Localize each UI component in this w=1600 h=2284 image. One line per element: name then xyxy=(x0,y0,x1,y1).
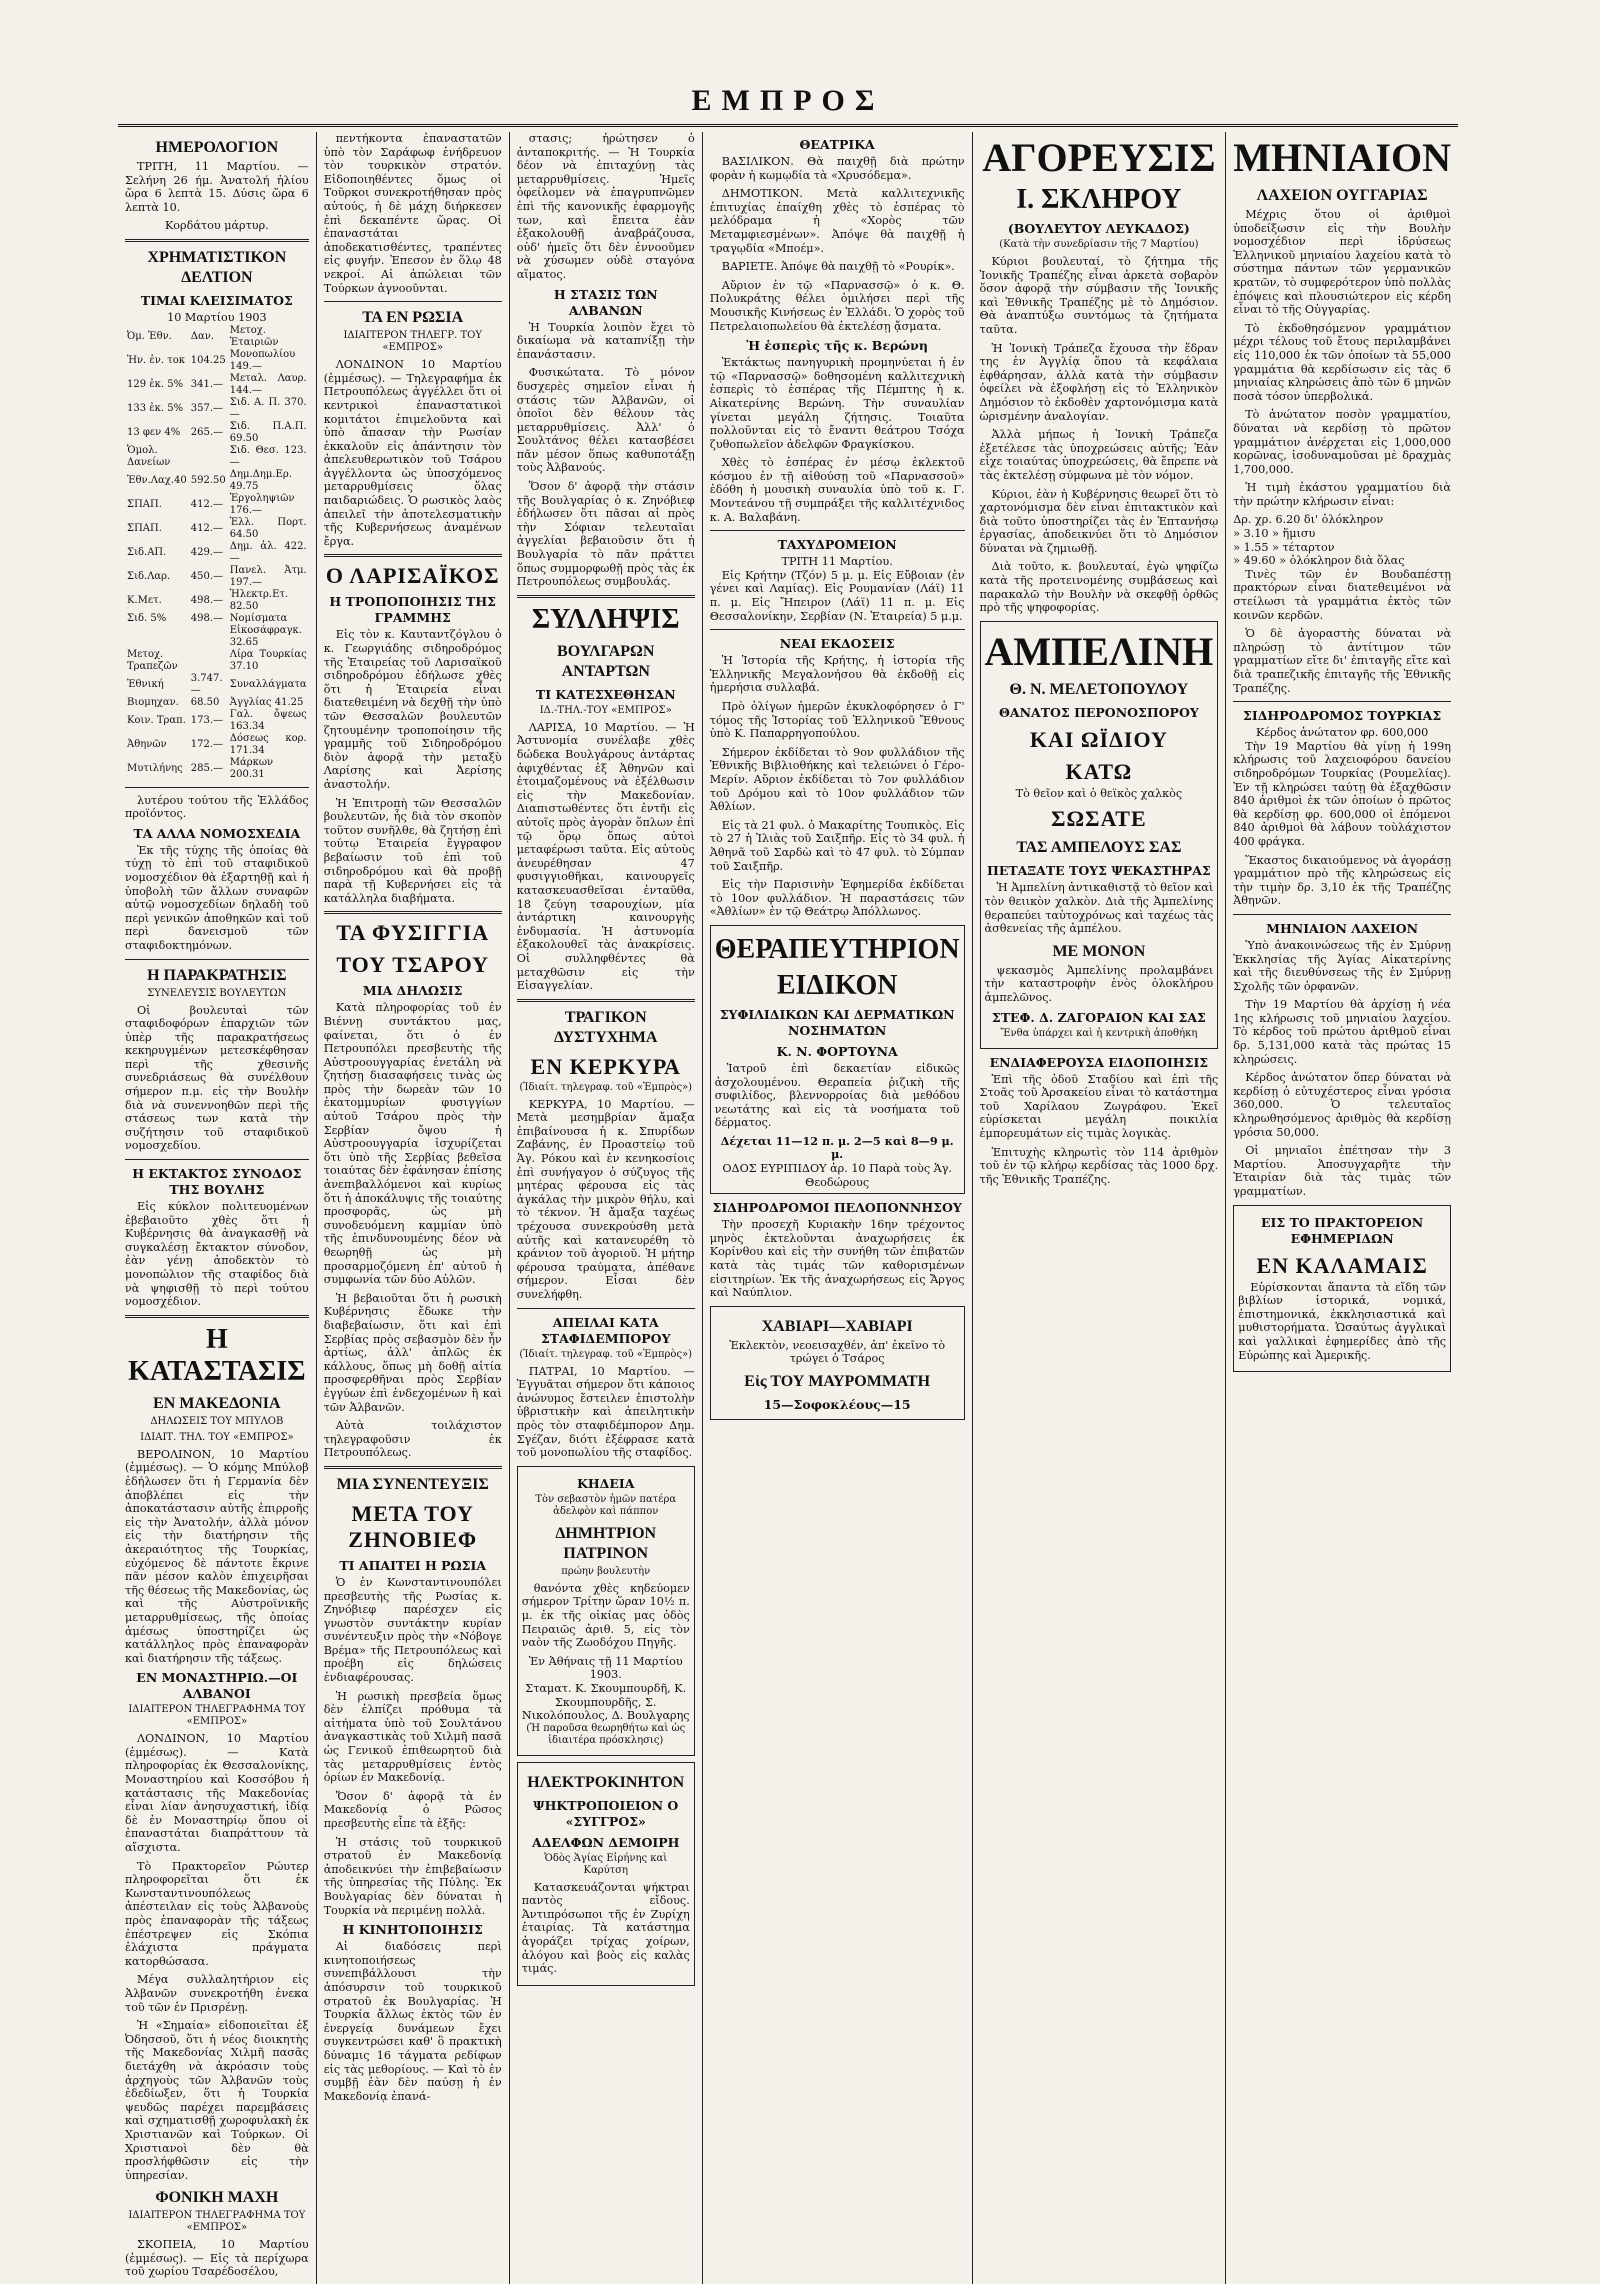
clinic-hours: Δέχεται 11—12 π. μ. 2—5 καὶ 8—9 μ. μ. xyxy=(720,1133,954,1162)
market-row xyxy=(125,649,309,673)
ampelini-agent-note: Ἔνθα ὑπάρχει καὶ ἡ κεντρικὴ ἀποθήκη xyxy=(1000,1027,1198,1039)
calendar-title: ΗΜΕΡΟΛΟΓΙΟΝ xyxy=(155,139,279,156)
ampelini-save-2: ΤΑΣ ΑΜΠΕΛΟΥΣ ΣΑΣ xyxy=(1016,839,1182,857)
divider xyxy=(125,959,309,960)
larisa-text-1: Εἰς τὸν κ. Καυταντζόγλου ὁ κ. Γεωργιάδης σιδηροδρόμος τῆς Ἑταιρείας τοῦ Λαρισαϊκοῦ σιδηροδρόμου ἐδήλωσε χθὲς ὅτι ἡ Ἑταιρεία εἶναι διατεθειμένη νὰ δεχθῇ τὴν ὑπὸ τῶν Θεσσαλῶν βουλευτῶν ζητουμένην τροποποίησιν τῆς γραμμῆς τοῦ Σιδηροδρόμου διὸν ἀφορᾷ τὴν μεταξὺ Λαρίσης καὶ Ἀερίσης ἀναστολήν. xyxy=(323,628,502,791)
speech-text-3: Ἀλλὰ μήπως ἡ Ἰονικὴ Τράπεζα ἐξετέλεσε τὰς ὑποχρεώσεις αὐτῆς; Ἐὰν εἶχε τοιαύτας ὑποχρεώσεις, θὰ ἔπρεπε νὰ τὰς ἐκτελέσῃ σύμφωνα μὲ τὸν νόμον. xyxy=(979,428,1219,482)
monastir-text-4: Ἡ «Σημαία» εἰδοποιεῖται ἐξ Ὀδησσοῦ, ὅτι ἡ νέος διοικητὴς τῆς Μακεδονίας Χιλμῆ πασᾶς διετάχθη νὰ ἀκρόασιν τοὺς ἀρχηγοὺς τῶν Ἀλβανῶν τοὺς ἐδεδίωξεν, ὅτι ἡ Τουρκία ψευδῶς παρέχει παρεμβάσεις καὶ σχηματισθῇ χωροφυλακὴ ἐκ Χριστιανῶν καὶ Τούρκων. Οἱ Χριστιανοὶ δὲν θὰ προσλήφθῶσιν εἰς τὴν ὑπηρεσίαν. xyxy=(125,2019,309,2182)
tsar-text-1: Κατὰ πληροφορίας τοῦ ἐν Βιέννῃ συντάκτου μας, φαίνεται, ὅτι ὁ ἐν Πετρουπόλει πρεσβευτὴς τῆς Αὐστροουγγαρίας ἐνετάλη νὰ ζητήσῃ διασαφήσεις τινὰς ὡς πρὸς τὴν δωρεὰν τῶν 10 ἑκατομμυρίων φυσιγγίων αὐτοῦ Τσάρου πρὸς τὴν Σερβίαν ὄψου ἡ Αὐστροουγγαρία ἰσχυρίζεται ὅτι ὑπὸ τῆς Σερβίας βεθεῖσα τοιαύτας δὲν ἐφάνησαν ἐπίσης ἀνεπιβαλλόμενοι καὶ κυρίως ὅτι ἡ ἀποκάλυψις τῆς τοιαύτης προσφορᾶς, ὡς μὴ συνοδευόμενη καμμίαν ὑπὸ τῆς ἐπινδυνουμένης δέον νὰ θεωρηθῇ ὡς μὴ προσαρμοζόμενη ἐπ' αὐτοῦ ἡ συμφωνία τῶν δύο Αὐλῶν. xyxy=(323,1001,502,1287)
caviar-shop: Εἰς ΤΟΥ ΜΑΥΡΟΜΜΑΤΗ xyxy=(744,1373,931,1390)
lottery2-text-4: Οἱ μηνιαῖοι ἐπέτησαν τὴν 3 Μαρτίου. Ἀποσυγχαρῆτε τὴν Ἑταιρίαν διὰ τὰς τιμὰς τῶν γραμματίων. xyxy=(1233,1144,1451,1198)
russia-text: ΛΟΝΔΙΝΟΝ 10 Μαρτίου (ἐμμέσως). — Τηλεγραφήμα ἐκ Πετρουπόλεως ἀγγέλλει ὅτι οἱ κεντρικοὶ ἐπαναστατικοὶ κομιτάτοι ἐπιμελοῦντα καὶ ὑπὸ ἄπασαν τὴν Ρωσίαν ἐκκαλοῦν εἰς ἀπάντησιν τὸν ἀπελευθερωτικὸν τοῦ Τσάρου ἀγγέλλοντα ὡς ὑποσχόμενος μεταρρυθμίσεις ὅλας παιδαριώδεις. Ὁ ρωσικὸς λαὸς ἀπειλεῖ τὴν ἀποτελεσματικὴν τῆς Κυβερνήσεως ἀναμένων ἔργα. xyxy=(323,358,502,548)
funeral-date: Ἐν Ἀθήναις τῇ 11 Μαρτίου 1903. xyxy=(528,1654,683,1682)
ampelini-ad xyxy=(980,621,1219,1049)
battle-text: ΣΚΟΠΕΙΑ, 10 Μαρτίου (ἐμμέσως). — Εἰς τὰ περίχωρα τοῦ χωρίου Τσαρέδοσέλου, xyxy=(125,2238,309,2279)
divider xyxy=(517,595,695,598)
clinic-title-2: ΕΙΔΙΚΟΝ xyxy=(776,969,898,1001)
column-6 xyxy=(1226,132,1458,2284)
corfu-title: ΤΡΑΓΙΚΟΝ ΔΥΣΤΥΧΗΜΑ xyxy=(554,1008,658,1046)
ampelini-down: ΚΑΤΩ xyxy=(1065,758,1133,784)
turkey-rail-prize: Κέρδος ἀνώτατον φρ. 600,000 xyxy=(1255,726,1429,740)
market-cell: 133 ἐκ. 5% xyxy=(127,402,184,414)
market-cell: Σιδ. 5% xyxy=(127,612,167,624)
ampelini-text-2: ψεκασμὸς Ἀμπελίνης προλαμβάνει τὴν καταστροφὴν ἐνὸς ὁλοκλήρου ἀμπελῶνος. xyxy=(984,963,1214,1004)
market-cell: Ἐργοληψιῶν 176.— xyxy=(229,492,295,516)
zinoviev-text-4: Ἡ στάσις τοῦ τουρκικοῦ στρατοῦ ἐν Μακεδονίᾳ ἀποδεικνύει τὴν ἐπιβεβαίωσιν τῆς ὑπηρεσίας τῆς Πύλης. Ἐκ Βουλγαρίας δὲν δύναται ἡ Τουρκία νὰ περιμένῃ πολλὰ. xyxy=(323,1835,502,1917)
market-row xyxy=(125,445,309,469)
railway-title: ΣΙΔΗΡΟΔΡΟΜΟΙ ΠΕΛΟΠΟΝΝΗΣΟΥ xyxy=(712,1200,962,1216)
notice-text: Ἐπιτυχὴς κληρωτὶς τὸν 114 ἀριθμὸν τοῦ ἐν τῷ κλήρῳ κερδίσας τὰς 1000 δρχ. τῆς Ἐθνικῆς Τραπέζης. xyxy=(979,1145,1219,1186)
market-row xyxy=(125,325,309,349)
kalamata-text: Εὑρίσκονται ἅπαντα τὰ εἴδη τῶν βιβλίων ἱστορικά, νομικά, ἐπιστημονικά, ἐκκλησιαστικά καὶ μυθιστορήματα. Ὡσαύτως ἀγγλικαὶ καὶ γαλλικαὶ ἐφημερίδες ἀπὸ τῆς Εὐρώπης καὶ Ἀμερικῆς. xyxy=(1238,1280,1446,1362)
albanians-text-3: Ὅσον δ' ἀφορᾷ τὴν στάσιν τῆς Βουλγαρίας ὁ κ. Ζηνόβιεφ ἐδήλωσεν ὅτι πᾶσαι αἱ πρὸς τὴν Σόφιαν τελευταῖαι ἀγγελίαι βεβαιοῦσιν ὅτι ἡ Βουλγαρία τὸ πᾶν πράττει ὅπως συμμορφωθῇ πρὸς τὰς ἐκ Πετρουπόλεως συμβουλάς. xyxy=(516,480,695,589)
divider xyxy=(324,301,502,302)
albanians-text-2: Φυσικώτατα. Τὸ μόνον δυσχερὲς σημεῖον εἶναι ἡ στάσις τῶν Ἀλβανῶν, οἱ ὁποῖοι δὲν θέλουν τὰς μεταρρυθμίσεις. Ἀλλ' ὁ Σουλτάνος θέλει κατασβέσει πᾶν μέσον ὅπως καθυποτάξῃ τοὺς Ἀλβανούς. xyxy=(516,366,695,475)
market-cell: ΣΠΑΠ. xyxy=(127,522,162,534)
patras-title: ΑΠΕΙΛΑΙ ΚΑΤΑ ΣΤΑΦΙΔΕΜΠΟΡΟΥ xyxy=(540,1314,671,1346)
larisa-subtitle: Η ΤΡΟΠΟΠΟΙΗΣΙΣ ΤΗΣ ΓΡΑΜΜΗΣ xyxy=(329,594,497,626)
speech-title: ΑΓΟΡΕΥΣΙΣ xyxy=(982,135,1216,180)
clinic-text: Ἰατροῦ ἐπὶ δεκαετίαν εἰδικῶς ἀσχολουμένου. Θεραπεία ῥιζικὴ τῆς συφιλίδος, βλεννορροίας διὰ μεθόδου νεωτάτης καὶ εἰς τὰ νοσήματα τοῦ δέρματος. xyxy=(714,1061,960,1130)
market-row xyxy=(125,673,309,697)
books-text-5: Εἰς τὴν Παρισινὴν Ἐφημερίδα ἐκδίδεται τὸ 10ον φυλλάδιον. Ἡ παραστάσεις τῶν «Ἀθλίων» ἐν τῷ Θεάτρῳ Ἀπόλλωνος. xyxy=(709,878,965,919)
market-cell: 357.— xyxy=(190,402,224,414)
battle-continued: πεντήκοντα ἐπαναστατῶν ὑπὸ τὸν Σαράφωφ ἐνήδρευον τὸν τουρκικὸν στρατόν. Εἰδοποιηθέντες ὅμως οἱ Τοῦρκοι συνεκροτήθησαν πρὸς αὐτούς, ἡ δὲ μάχη διήρκεσεν ἐπὶ δεκαπέντε ὥρας. Οἱ ἐπαναστάται ἀποδεκατισθέντες, τραπέντες εἰς φυγήν. Ἐπεσον ἐν ὅλῳ 48 νεκροί. Αἱ ἀπώλειαι τῶν Τούρκων ἀγνοοῦνται. xyxy=(323,132,502,295)
market-cell: Λίρα Τουρκίας 37.10 xyxy=(229,648,307,672)
lottery-text-1: Μέχρις ὅτου οἱ ἀριθμοὶ ὑποδείξωσιν εἰς τὴν Βουλὴν νομοσχέδιον περὶ ἱδρύσεως Ἑλληνικοῦ μηνιαίου λαχείου κατὰ τὸ σύστημα πάντων τῶν γερμανικῶν κρατῶν, τὸ συμφερότερον ὑπὸ πολλὰς ἐπόψεις καὶ πλουσιώτερον εἰς κέρδη εἶναι τὸ τῆς Οὐγγαρίας. xyxy=(1233,208,1451,317)
market-cell: 68.50 xyxy=(190,696,220,708)
retention-title: Η ΠΑΡΑΚΡΑΤΗΣΙΣ xyxy=(147,966,287,984)
market-row xyxy=(125,697,309,709)
market-cell: Δαν. xyxy=(190,330,214,342)
battle-wire: ΙΔΙΑΙΤΕΡΟΝ ΤΗΛΕΓΡΑΦΗΜΑ ΤΟΥ «ΕΜΠΡΟΣ» xyxy=(128,2210,306,2234)
clinic-ad xyxy=(710,925,965,1194)
market-cell: Κοιν. Τραπ. xyxy=(127,714,186,726)
lottery-prices xyxy=(1233,513,1451,567)
kalamata-title-2: ΕΝ ΚΑΛΑΜΑΙΣ xyxy=(1256,1252,1428,1278)
market-cell: Συναλλάγματα xyxy=(229,678,307,690)
market-row xyxy=(125,613,309,625)
post-text: Εἰς Κρήτην (Τζόν) 5 μ. μ. Εἰς Εὔβοιαν (ἐν γένει καὶ Λαμίας). Εἰς Ρουμανίαν (Λάϊ) 11 π. μ. Εἰς Ἤπειρον (Λάϊ) 11 π. μ. Εἰς Θεσσαλονίκην, Σερβίαν (Ν. Ἑταιρεία) 5 μ.μ. xyxy=(709,568,965,623)
interview-continued: στασις; ἠρώτησεν ὁ ἀνταποκριτής. — Ἡ Τουρκία δέον νὰ ἐπιταχύνῃ τὰς μεταρρυθμίσεις. Ἡμεῖς ὀφείλομεν νὰ ἐπαγρυπνῶμεν ἐπὶ τῆς κανονικῆς ἐφαρμογῆς των, καὶ ἔπειτα ἐὰν ἐξακολουθῇ ἀναβράζουσα, οὐδ' ἡμεῖς ὅτι δὲν ἐννοοῦμεν νὰ χύσωμεν οὐδὲ σταγόνα αἵματος. xyxy=(516,132,695,281)
market-cell: Σιδ. Π.Α.Π. 69.50 xyxy=(229,420,307,444)
monastir-wire: ΙΔΙΑΙΤΕΡΟΝ ΤΗΛΕΓΡΑΦΗΜΑ ΤΟΥ «ΕΜΠΡΟΣ» xyxy=(128,1704,306,1728)
arrest-wire: ΙΔ.-ΤΗΛ.-ΤΟΥ «ΕΜΠΡΟΣ» xyxy=(539,704,672,716)
market-cell: Σιδ. Α. Π. 370.— xyxy=(229,396,307,420)
lottery2-title: ΜΗΝΙΑΙΟΝ ΛΑΧΕΙΟΝ xyxy=(1266,920,1419,936)
macedonia-title-2: ΕΝ ΜΑΚΕΔΟΝΙΑ xyxy=(153,1394,281,1412)
corfu-wire: (Ἰδιαίτ. τηλεγραφ. τοῦ «Ἐμπρὸς») xyxy=(519,1081,693,1093)
brush-title: ΗΛΕΚΤΡΟΚΙΝΗΤΟΝ xyxy=(527,1773,685,1791)
post-date: ΤΡΙΤΗ 11 Μαρτίου. xyxy=(781,555,893,569)
ampelini-subtitle: ΘΑΝΑΤΟΣ ΠΕΡΟΝΟΣΠΟΡΟΥ xyxy=(998,704,1199,720)
market-row xyxy=(125,589,309,613)
zinoviev-text-2: Ἡ ρωσικὴ πρεσβεία ὅμως δὲν ἐλπίζει πρόθυμα τὰ αἰτήματα ὑπὸ τοῦ Σουλτάνου ἀναγκαστικὰς τοῦ Χιλμῆ πασᾶ ὡς Γενικοῦ ἐπιθεωρητοῦ διὰ τὰς μεταρρυθμίσεις ἐντὸς ὁρίων ἐν Μακεδονίᾳ. xyxy=(323,1689,502,1785)
divider xyxy=(710,530,965,531)
financial-note: λυτέρου τούτου τῆς Ἑλλάδος προϊόντος. xyxy=(125,793,309,821)
market-cell: Πανελ. Ἀτμ. 197.— xyxy=(229,564,307,588)
clinic-doctor: Κ. Ν. ΦΟΡΤΟΥΝΑ xyxy=(776,1043,898,1059)
theatre-text-4: Αὔριον ἐν τῷ «Παρνασσῷ» ὁ κ. Θ. Πολυκράτης θέλει ὁμιλήσει περὶ τῆς Μουσικῆς Κινήσεως ἐν Ἑλλάδι. Ὁ χορὸς τοῦ Πετρελαιοπωλείου θὰ ἐκτελέσῃ ᾄσματα. xyxy=(709,278,965,333)
market-cell: Μονοπωλίου 149.— xyxy=(229,348,296,372)
financial-date: 10 Μαρτίου 1903 xyxy=(167,310,267,324)
brush-text: Κατασκευάζονται ψήκτραι παντὸς εἴδους. Ἀντιπρόσωποι τῆς ἐν Ζυρίχη ἐταιρίας. Τὰ κατάστημα ἀγοράζει τρίχας χοίρων, ἀλόγου καὶ βοὸς εἰς καλὰς τιμάς. xyxy=(521,1880,690,1976)
divider xyxy=(1233,914,1451,915)
ampelini-down-text: Τὸ θεῖον καὶ ὁ θεϊκὸς χαλκὸς xyxy=(1015,786,1183,800)
arrest-title-2: ΒΟΥΛΓΑΡΩΝ ΑΝΤΑΡΤΩΝ xyxy=(557,642,655,680)
zinoviev-title-2: ΜΕΤΑ ΤΟΥ ΖΗΝΟΒΙΕΦ xyxy=(348,1500,478,1552)
clinic-address: ΟΔΟΣ ΕΥΡΙΠΙΔΟΥ ἀρ. 10 Παρὰ τοὺς Ἁγ. Θεοδώρους xyxy=(722,1162,952,1189)
market-cell: 592.50 xyxy=(190,474,226,486)
market-cell: Μάρκων 200.31 xyxy=(229,756,274,780)
funeral-name: ΔΗΜΗΤΡΙΟΝ ΠΑΤΡΙΝΟΝ xyxy=(555,1524,657,1562)
tsar-text-3: Αὐτὰ τοιλάχιστον τηλεγραφοῦσιν ἐκ Πετρουπόλεως. xyxy=(323,1419,502,1460)
ampelini-save: ΣΩΣΑΤΕ xyxy=(1051,806,1147,832)
market-row xyxy=(125,469,309,493)
kalamata-title: ΕΙΣ ΤΟ ΠΡΑΚΤΟΡΕΙΟΝ ΕΦΗΜΕΡΙΔΩΝ xyxy=(1261,1214,1424,1246)
speech-note: (Κατὰ τὴν συνεδρίασιν τῆς 7 Μαρτίου) xyxy=(999,239,1199,250)
funeral-intro: Τὸν σεβαστὸν ἡμῶν πατέρα ἀδελφὸν καὶ πάππον xyxy=(535,1493,677,1517)
speech-subtitle: (ΒΟΥΛΕΥΤΟΥ ΛΕΥΚΑΔΟΣ) xyxy=(1007,221,1190,236)
lottery-price: » 3.10 » ἥμισυ xyxy=(1233,527,1316,541)
speech-text-5: Διὰ τοῦτο, κ. βουλευταί, ἐγὼ ψηφίζω κατὰ τῆς προτεινομένης συμβάσεως καὶ παρακαλῶ τὴν Βουλὴν νὰ σκεφθῇ ὀρθῶς πρὸ τῆς ψηφοφορίας. xyxy=(979,560,1219,615)
market-cell: Ἐθνική xyxy=(127,678,164,690)
financial-subtitle: ΤΙΜΑΙ ΚΛΕΙΣΙΜΑΤΟΣ xyxy=(140,292,293,308)
market-cell xyxy=(189,649,228,673)
market-cell: Μετοχ. Τραπεζῶν xyxy=(127,648,178,672)
caviar-title: ΧΑΒΙΑΡΙ—ΧΑΒΙΑΡΙ xyxy=(761,1317,913,1335)
ampelini-only: ΜΕ ΜΟΝΟΝ xyxy=(1052,942,1146,960)
laws-title: ΤΑ ΑΛΛΑ ΝΟΜΟΣΧΕΔΙΑ xyxy=(133,825,301,841)
zinoviev-subtitle: ΤΙ ΑΠΑΙΤΕΙ Η ΡΩΣΙΑ xyxy=(339,1557,487,1573)
session-title: Η ΕΚΤΑΚΤΟΣ ΣΥΝΟΔΟΣ ΤΗΣ ΒΟΥΛΗΣ xyxy=(132,1166,302,1198)
columns xyxy=(118,132,1458,2279)
concert-text: Χθὲς τὸ ἑσπέρας ἐν μέσῳ ἐκλεκτοῦ κόσμου ἐν τῇ αἰθούσῃ τοῦ «Παρνασσοῦ» ἐδόθη ἡ μουσικὴ συναυλία ὑπὸ τοῦ κ. Γ. Μοντεάνου τῇ συμπράξει τῆς καλλιτέχνιδος κ. Α. Βαλαβάνη. xyxy=(709,456,965,524)
tsar-subtitle: ΜΙΑ ΔΗΛΩΣΙΣ xyxy=(362,983,463,999)
tsar-text-2: Ἡ βεβαιοῦται ὅτι ἡ ρωσικὴ Κυβέρνησις ἔδωκε τὴν διαβεβαίωσιν, ὅτι καὶ ἐπὶ Σερβίας πρὸς σεβασμὸν δὲν ἦν ἀρτίως, ἀλλ' ἀπλῶς ἐκ κάλλους, ὅπως μὴ δοθῇ αἰτία προσφερθῆναι πρὸς Σερβίαν ἐγγύων ἐπὶ ἐνδεχομένων ἢ καὶ τῶν Ἀλβανῶν. xyxy=(323,1291,502,1414)
theatre-text-1: ΒΑΣΙΛΙΚΟΝ. Θὰ παιχθῇ διὰ πρώτην φορὰν ἡ κωμῳδία τὰ «Χρυσόδεμα». xyxy=(709,155,965,182)
lottery-text-4: Ἡ τιμὴ ἑκάστου γραμματίου διὰ τὴν πρώτην κλήρωσιν εἶναι: xyxy=(1233,481,1451,508)
caviar-address: 15—Σοφοκλέους—15 xyxy=(763,1397,911,1412)
macedonia-subtitle: ΔΗΛΩΣΕΙΣ ΤΟΥ ΜΠΥΛΟΒ xyxy=(150,1415,284,1427)
patras-text: ΠΑΤΡΑΙ, 10 Μαρτίου. — Ἐγγυᾶται σήμερον ὅτι κάποιος ἀνώνυμος ἔστειλεν ἐπιστολὴν ὑβριστικὴν καὶ ἀπειλητικὴν πρὸς τὸν σταφιδέμπορον Δημ. Σγέζαν, διότι ἐξέφρασε κατὰ τοῦ μονοπωλίου τῆς σταφίδος. xyxy=(516,1364,695,1460)
turkey-rail-text: Τὴν 19 Μαρτίου θὰ γίνῃ ἡ 199η κλήρωσις τοῦ λαχειοφόρου δανείου σιδηροδρόμων Τουρκίας (Ρουμελίας). Ἐν τῇ κληρώσει ταύτῃ θὰ ἐξαχθῶσιν 840 ἀριθμοὶ ἐκ τῶν ὁποίων ὁ πρῶτος θὰ κερδίσῃ φρ. 600,000 οἱ ἐπόμενοι 840 ἀριθμοὶ θὰ λάβουν τοὺλάχιστον 400 φράγκα. xyxy=(1233,739,1451,848)
speech-title-2: Ι. ΣΚΛΗΡΟΥ xyxy=(1016,184,1182,215)
interest-text: Ἐπὶ τῆς ὁδοῦ Σταδίου καὶ ἐπὶ τῆς Στοᾶς τοῦ Ἀρσακείου εἶναι τὸ κατάστημα τοῦ Χαρίλαου Ζωγράφου. Ἐκεῖ εὑρίσκεται μεγάλη ποικιλία ἐμπορευμάτων εἰς τιμὰς λογικὰς. xyxy=(979,1072,1219,1140)
column-1 xyxy=(118,132,317,2284)
market-cell: Δημ. ἁλ. 422.— xyxy=(229,540,307,564)
divider xyxy=(125,1159,309,1160)
market-cell: Ὁμολ. Δανείων xyxy=(127,444,171,468)
funeral-notice xyxy=(517,1466,695,1756)
market-cell: 450.— xyxy=(190,570,224,582)
column-2 xyxy=(317,132,510,2284)
turkey-rail-text-2: Ἕκαστος δικαιούμενος νὰ ἀγοράσῃ γραμμάτιον πρὸ τῆς κληρώσεως εἰς τὴν τιμὴν δρ. 3,10 ἐκ τῆς Τραπέζης Ἀθηνῶν. xyxy=(1233,853,1451,908)
larisa-text-2: Ἡ Ἐπιτροπὴ τῶν Θεσσαλῶν βουλευτῶν, ἧς διὰ τὸν σκοπὸν τοῦτον συνῆλθε, θὰ ζητήσῃ ἐπὶ τούτῳ Ἑταιρεία ἔγγραφον βεβαίωσιν τοῦ ἐπὶ τοῦ σιδηροδρόμου καὶ θὰ προβῇ παρὰ τῇ Κυβερνήσει εἰς τὰ κατάλληλα διαβήματα. xyxy=(323,796,502,905)
ampelini-maker: Θ. Ν. ΜΕΛΕΤΟΠΟΥΛΟΥ xyxy=(1009,680,1189,698)
monastir-text-2: Τὸ Πρακτορεῖον Ρώυτερ πληροφορεῖται ὅτι ἐκ Κωνσταντινουπόλεως ἀπέστειλαν εἰς τοὺς Ἀλβανοὺς πρὸς ἐπαναφορὰν τῆς τάξεως ἐπέστρεψεν εἰς Σκόπια ἐλάχιστα πράγματα κατορθώσασα. xyxy=(125,1859,309,1968)
zinoviev-title: ΜΙΑ ΣΥΝΕΝΤΕΥΞΙΣ xyxy=(336,1475,489,1493)
brush-address: Ὁδὸς Ἁγίας Εἰρήνης καὶ Καρύτση xyxy=(544,1852,668,1876)
divider xyxy=(324,911,502,914)
larisa-title: Ο ΛΑΡΙΣΑΪΚΟΣ xyxy=(325,563,500,589)
market-row xyxy=(125,373,309,397)
russia-wire: ΙΔΙΑΙΤΕΡΟΝ ΤΗΛΕΓΡ. ΤΟΥ «ΕΜΠΡΟΣ» xyxy=(343,330,482,354)
market-cell: Δημ.Δημ.Ερ. 49.75 xyxy=(229,468,292,492)
clinic-title: ΘΕΡΑΠΕΥΤΗΡΙΟΝ xyxy=(714,933,960,965)
corfu-title-2: ΕΝ ΚΕΡΚΥΡΑ xyxy=(530,1053,681,1079)
market-cell: Δόσεως κορ. 171.34 xyxy=(229,732,307,756)
divider xyxy=(517,1308,695,1309)
lottery2-text-2: Τὴν 19 Μαρτίου θὰ ἀρχίσῃ ἡ νέα 1ης κλήρωσις τοῦ μηνιαίου λαχείου. Τὸ κέρδος τοῦ πρώτου ἀριθμοῦ εἶναι δρ. 5,131,000 κατὰ τὰς πρώτας 15 κληρώσεις. xyxy=(1233,998,1451,1066)
market-table xyxy=(125,325,309,781)
market-cell: Γαλ. ὄψεως 163.34 xyxy=(229,708,307,732)
tsar-title: ΤΑ ΦΥΣΙΓΓΙΑ xyxy=(336,920,490,946)
saint-day: Κορδάτου μάρτυρ. xyxy=(164,219,269,233)
macedonia-title: Η ΚΑΤΑΣΤΑΣΙΣ xyxy=(128,1323,306,1387)
market-cell: Μεταλ. Λαυρ. 144.— xyxy=(229,372,307,396)
market-row xyxy=(125,421,309,445)
market-cell: 341.— xyxy=(190,378,224,390)
funeral-title: ΚΗΔΕΙΑ xyxy=(577,1475,635,1491)
lottery2-text-3: Κέρδος ἀνώτατον ὅπερ δύναται νὰ κερδίσῃ ὁ εὐτυχέστερος εἶναι γρόσια 360,000. Ὁ τελευταῖος κληρωθησόμενος ἀριθμὸς θὰ κερδίσῃ γρόσια 50,000. xyxy=(1233,1071,1451,1139)
books-text-4: Εἰς τὰ 21 φυλ. ὁ Μακαρίτης Τουπικὸς. Εἰς τὸ 27 ἡ Ἰλιὰς τοῦ Σαιξπῆρ. Εἰς τὸ 34 φυλ. ἡ Ἀθηνᾶ τοῦ Σαρδὼ καὶ τὸ 47 φυλ. τὸ Σύμπαν τοῦ Σαιξπῆρ. xyxy=(709,818,965,873)
column-3 xyxy=(510,132,703,2284)
divider xyxy=(125,239,309,242)
divider xyxy=(324,554,502,557)
market-row xyxy=(125,733,309,757)
lottery-title: ΜΗΝΙΑΙΟΝ xyxy=(1233,135,1451,180)
market-cell: Βιομηχαν. xyxy=(127,696,179,708)
books-title: ΝΕΑΙ ΕΚΔΟΣΕΙΣ xyxy=(779,636,895,652)
market-cell: Ἠλεκτρ.Ετ. 82.50 xyxy=(229,588,289,612)
battle-title: ΦΟΝΙΚΗ ΜΑΧΗ xyxy=(155,2189,279,2207)
market-cell: 172.— xyxy=(190,738,224,750)
ampelini-title: ΑΜΠΕΛΙΝΗ xyxy=(984,628,1214,674)
patras-wire: (Ἰδιαίτ. τηλεγραφ. τοῦ «Ἐμπρὸς») xyxy=(519,1348,693,1360)
market-cell xyxy=(125,625,189,649)
market-cell: 265.— xyxy=(190,426,224,438)
market-cell: Ὀμ. Ἐθν. xyxy=(127,330,172,342)
interest-title: ΕΝΔΙΑΦΕΡΟΥΣΑ ΕΙΔΟΠΟΙΗΣΙΣ xyxy=(989,1054,1209,1070)
market-cell: Εἰκοσάφραγκ. 32.65 xyxy=(229,624,302,648)
arrest-subtitle: ΤΙ ΚΑΤΕΣΧΕΘΗΣΑΝ xyxy=(535,686,676,702)
kalamata-agency-ad xyxy=(1233,1205,1451,1373)
lottery-text-2: Τὸ ἐκδοθησόμενον γραμμάτιον μέχρι τέλους τοῦ ἔτους περιλαμβάνει εἰς 110,000 ἐκ τῶν ὁποίων τὰ 55,000 γραμμάτια θὰ κερδίσωσιν εἰς τὰς 6 μηνιαίας κληρώσεις ἀπὸ τῶν 6 μηνῶν ποσὰ τόσον ὑπερβολικά. xyxy=(1233,321,1451,403)
brush-subtitle: ΑΔΕΛΦΩΝ ΔΕΜΟΙΡΗ xyxy=(532,1834,680,1850)
theatre-text-2: ΔΗΜΟΤΙΚΟΝ. Μετὰ καλλιτεχνικῆς ἐπιτυχίας ἐπαίχθη χθὲς τὸ ἑσπέρας τὸ μελόδραμα ἡ «Χορὸς τῶν Μεταμφιεσμένων». Ἀπόψε θὰ παιχθῇ ἡ τραγῳδία «Μποέμ». xyxy=(709,187,965,255)
russia-title: ΤΑ ΕΝ ΡΩΣΙΑ xyxy=(362,309,464,327)
financial-title: ΧΡΗΜΑΤΙΣΤΙΚΟΝ ΔΕΛΤΙΟΝ xyxy=(147,248,287,286)
turkey-rail-title: ΣΙΔΗΡΟΔΡΟΜΟΣ ΤΟΥΡΚΙΑΣ xyxy=(1243,708,1442,724)
ampelini-throw: ΠΕΤΑΞΑΤΕ ΤΟΥΣ ΨΕΚΑΣΤΗΡΑΣ xyxy=(987,863,1211,879)
market-row xyxy=(125,565,309,589)
market-cell: Σιδ. Θεσ. 123.— xyxy=(229,444,307,468)
market-cell: Σιδ.ΑΠ. xyxy=(127,546,167,558)
retention-text: Οἱ βουλευταὶ τῶν σταφιδοφόρων ἐπαρχιῶν τῶν ὑπὲρ τῆς παρακρατήσεως κεκηρυγμένων μετεσκέφθησαν περὶ τῆς χθεσινῆς συνεδριάσεως θὰ συνέλθουν σήμερον π.μ. εἰς τὴν Βουλὴν διὰ νὰ συνεννοηθῶν περὶ τῆς στάσεως των κατὰ τὴν συζήτησιν τοῦ σταφιδικοῦ νομοσχεδίου. xyxy=(125,1003,309,1153)
divider xyxy=(125,787,309,788)
market-cell: Κ.Μετ. xyxy=(127,594,162,606)
calendar-text: ΤΡΙΤΗ, 11 Μαρτίου. — Σελήνη 26 ήμ. Ἀνατολή ἡλίου ὥρα 6 λεπτὰ 15. Δύσις ὥρα 6 λεπτὰ 10. xyxy=(125,160,309,214)
divider xyxy=(324,1466,502,1469)
arrest-title: ΣΥΛΛΗΨΙΣ xyxy=(531,603,680,635)
market-cell: Νομίσματα xyxy=(229,612,288,624)
books-text-2: Πρὸ ὀλίγων ἡμερῶν ἐκυκλοφόρησεν ὁ Γ' τόμος τῆς Ἱστορίας τοῦ Ἑλληνικοῦ Ἔθνους ὑπὸ Κ. Παπαρρηγοπούλου. xyxy=(709,700,965,741)
market-row xyxy=(125,709,309,733)
books-text-3: Σήμερον ἐκδίδεται τὸ 9ον φυλλάδιον τῆς Ἐθνικῆς Βιβλιοθήκης καὶ τελειώνει ὁ Γέρο-Μερίν. Αὔριον ἐκδίδεται τὸ 7ον φυλλάδιον τοῦ Δρόμου καὶ τὸ 10ον φυλλάδιον τῶν Ἀθλίων. xyxy=(709,745,965,814)
railway-text: Τὴν προσεχῆ Κυριακὴν 16ην τρέχοντος μηνὸς ἐκτελοῦνται ἀναχωρήσεις ἐκ Κορίνθου καὶ εἰς τὴν συνήθη τῶν ἐπιβατῶν κατὰ τὰς τιμάς τῶν καθορισμένων εἰσιτηρίων. Ἐκ τῆς ἀναχωρήσεως εἰς Ἄργος καὶ Ναύπλιον. xyxy=(709,1218,965,1300)
speech-text-2: Ἡ Ἰονικὴ Τράπεζα ἔχουσα τὴν ἕδραν της ἐν Ἀγγλίᾳ ὅπου τὰ κεφάλαια ἐφθάρησαν, ἀλλὰ κατὰ τὴν σύμβασιν ὀφείλει νὰ ἐξοφλήσῃ εἰς τὸ Ἑλληνικὸν Δημόσιον τὸ ἐκδοθὲν χαρτονόμισμα κατὰ ὡρισμένην ἀναλογίαν. xyxy=(979,341,1219,423)
session-text: Εἰς κύκλον πολιτευομένων ἐβεβαιοῦτο χθὲς ὅτι ἡ Κυβέρνησις θὰ ἀναγκασθῇ νὰ συγκαλέσῃ ἔκτακτον σύνοδον, ἐὰν γένῃ ἀποδεκτὸν τὸ μονοπώλιον τῆς σταφίδος διὰ νὰ ψηφισθῇ τὸ περὶ τούτου νομοσχέδιον. xyxy=(125,1200,309,1309)
market-cell: 104.25 xyxy=(190,354,226,366)
masthead: ΕΜΠΡΟΣ xyxy=(118,78,1458,127)
market-row xyxy=(125,349,309,373)
theatre-text-3: ΒΑΡΙΕΤΕ. Ἀπόψε θὰ παιχθῇ τὸ «Ρουρίκ». xyxy=(721,260,955,274)
market-cell: Ἐθν.Λαχ.40 xyxy=(127,474,187,486)
tsar-title-2: ΤΟΥ ΤΣΑΡΟΥ xyxy=(336,952,490,978)
market-cell: 498.— xyxy=(190,594,224,606)
theatre-title: ΘΕΑΤΡΙΚΑ xyxy=(799,137,875,152)
market-cell: 129 ἐκ. 5% xyxy=(127,378,184,390)
lottery-price: » 1.55 » τέταρτον xyxy=(1233,540,1335,554)
market-cell: 412.— xyxy=(190,522,224,534)
veroni-title: Ἡ ἑσπερὶς τῆς κ. Βερώνη xyxy=(746,338,928,354)
column-4 xyxy=(703,132,973,2284)
market-cell: ΣΠΑΠ. xyxy=(127,498,162,510)
market-cell xyxy=(189,445,228,469)
column-5 xyxy=(973,132,1227,2284)
speech-text-4: Κύριοι, ἐὰν ἡ Κυβέρνησις θεωρεῖ ὅτι τὸ χαρτονόμισμα δὲν εἶναι ἐπιτακτικὸν καὶ διὰ τοῦτο ὑποστηρίζει τὰς ἐν Ἑπτανήσῳ ἐργασίας, ἀποδεικνύει ὅτι τὸ Δημόσιον δύναται νὰ ζημιωθῇ. xyxy=(979,487,1219,555)
mobilization-text: Αἱ διαδόσεις περὶ κινητοποιήσεως συνεπιβάλλουσι τὴν ἀπόσυρσιν τοῦ τουρκικοῦ στρατοῦ ἐκ Βουλγαρίας. Ἡ Τουρκία ἄλλως ἐκτὸς τῶν ἐν ἐνεργείᾳ δυνάμεων ἔχει συγκεντρώσει καθ' ὃ πρακτικὴ δύναμις 16 τάγματα ρεδίφων εἰς τὰς μεθορίους. — Καὶ τὸ ἐν συμβῇ ἐὰν δὲν παύσῃ ἡ ἐν Μακεδονίᾳ ἐπανά- xyxy=(323,1940,502,2103)
speech-text-1: Κύριοι βουλευταί, τὸ ζήτημα τῆς Ἰονικῆς Τραπέζης εἶναι ἀρκετὰ σοβαρὸν ὅσον ἀφορᾷ τὴν σύμβασιν τῆς Ἰονικῆς καὶ Ἐθνικῆς Τραπέζης μὲ τὸ Δημόσιον. Θὰ ἀναπτύξω συντόμως τὰ ζητήματα ταῦτα. xyxy=(979,255,1219,336)
funeral-family: Σταματ. Κ. Σκουμπουρδῆ, Κ. Σκουμπουρδῆς, Σ. Νικολόπουλος, Δ. Βουλγαρης xyxy=(521,1681,690,1723)
brush-title-2: ΨΗΚΤΡΟΠΟΙΕΙΟΝ Ο «ΣΥΓΓΡΟΣ» xyxy=(533,1797,679,1829)
market-cell: Ἀθηνῶν xyxy=(127,738,167,750)
monastir-title: ΕΝ ΜΟΝΑΣΤΗΡΙΩ.—ΟΙ ΑΛΒΑΝΟΙ xyxy=(136,1670,298,1702)
market-cell: 285.— xyxy=(190,762,224,774)
brush-factory-ad xyxy=(517,1762,695,1986)
zinoviev-text-1: Ὁ ἐν Κωνσταντινουπόλει πρεσβευτὴς τῆς Ρωσίας κ. Ζηνόβιεφ παρέσχεν εἰς γνωστὸν συντάκτην κυρίαν συνέντευξιν πρὸς τὴν «Νόβογε Βρέμα» τῆς Πετρουπόλεως καὶ προέβη εἰς δηλώσεις ἐνδιαφέρουσας. xyxy=(323,1575,502,1685)
books-text-1: Ἡ Ἱστορία τῆς Κρήτης, ἡ ἱστορία τῆς Ἑλληνικῆς Μεγαλονήσου θὰ ἐκδοθῇ εἰς ἡμερήσια συλλαβά. xyxy=(709,654,965,695)
lottery-title-2: ΛΑΧΕΙΟΝ ΟΥΓΓΑΡΙΑΣ xyxy=(1256,187,1428,204)
funeral-role: πρώην βουλευτὴν xyxy=(561,1565,651,1577)
divider xyxy=(517,999,695,1002)
macedonia-wire: ΙΔΙΑΙΤ. ΤΗΛ. ΤΟΥ «ΕΜΠΡΟΣ» xyxy=(140,1431,294,1443)
market-cell: 429.— xyxy=(190,546,224,558)
mobilization-title: Η ΚΙΝΗΤΟΠΟΙΗΣΙΣ xyxy=(342,1922,483,1938)
market-cell: 498.— xyxy=(190,612,224,624)
ampelini-subtitle-2: ΚΑΙ ΩΪΔΙΟΥ xyxy=(1029,726,1168,752)
monastir-text-3: Μέγα συλλαλητήριον εἰς Ἀλβανῶν συνεκροτήθη ἐνεκα τοῦ τῶν ἐν Πρισρένῃ. xyxy=(125,1973,309,2014)
divider xyxy=(125,1315,309,1318)
lottery-price: » 49.60 » ὁλόκληρον διὰ ὅλας xyxy=(1233,554,1405,568)
market-row xyxy=(125,757,309,781)
market-cell: Μετοχ. Ἑταιριῶν xyxy=(229,324,279,348)
market-cell: Ἑλλ. Πορτ. 64.50 xyxy=(229,516,307,540)
market-cell xyxy=(189,625,228,649)
arrest-text: ΛΑΡΙΣΑ, 10 Μαρτίου. — Ἡ Ἀστυνομία συνέλαβε χθὲς δώδεκα Βουλγάρους ἀντάρτας ἀφιχθέντας ἐξ Ἀθηνῶν καὶ ἐτοιμαζομένους νὰ ἐξέλθωσιν εἰς τὴν Μακεδονίαν. Διαπιστωθέντες ὅτι ἐντῆι εἰς αὐτοῖς πρὸς ἀγορὰν ὅπλων ἐπὶ τῷ ὅρῳ ὅπως αὐτοὶ μεταφέρωσι ταῦτα. Εἰς αὐτοὺς ἀνευρέθησαν 47 φυσιγγιοθῆκαι, καινουργεῖς κατασκευασθεῖσαι ἐνταῦθα, 18 ζεύγη τσαρουχίων, μία ἀντάρτικη καινουργὴς ἐνδυμασία. Ἡ ἀστυνομία ἐξακολουθεῖ τὰς ἀνακρίσεις. Οἱ συλληφθέντες θὰ μεταχθῶσιν εἰς τὴν Εἰσαγγελίαν. xyxy=(516,720,695,993)
market-row xyxy=(125,625,309,649)
funeral-text: θανόντα χθὲς κηδεύομεν σήμερον Τρίτην ὥραν 10½ π. μ. ἐκ τῆς οἰκίας μας ὁδὸς Πειραιῶς ἀριθ. 5, εἰς τὸν ναὸν τῆς Ζωοδόχου Πηγῆς. xyxy=(521,1581,690,1650)
ampelini-agent: ΣΤΕΦ. Δ. ΖΑΓΟΡΑΙΟΝ ΚΑΙ ΣΑΣ xyxy=(991,1009,1206,1025)
laws-text: Ἐκ τῆς τύχης τῆς ὁποίας θὰ τύχῃ τὸ ἐπὶ τοῦ σταφιδικοῦ νομοσχέδιον θὰ ἐξαρτηθῇ καὶ ἡ ὑποβολὴ τῶν ἄλλων συναφῶν αὐτῷ νομοσχεδίων δηλαδὴ τοῦ περὶ γενικῶν ἀποθηκῶν καὶ τοῦ περὶ δανεισμοῦ τῶν σταφιδοκτημόνων. xyxy=(125,843,309,952)
market-cell: 3.747.— xyxy=(190,672,223,696)
market-row xyxy=(125,541,309,565)
caviar-ad xyxy=(710,1306,965,1420)
monastir-text-1: ΛΟΝΔΙΝΟΝ, 10 Μαρτίου (ἐμμέσως). — Κατὰ πληροφορίας ἐκ Θεσσαλονίκης, Μοναστηρίου καὶ Κοσσόβου ἡ κατάστασις τῆς Μακεδονίας εἶναι λίαν ἀνησυχαστική, ἰδίᾳ δὲ ἐν Μοναστηρίῳ ὅπου οἱ ἐπαναστάται διαπράττουν τὰ αἴσχιστα. xyxy=(125,1732,309,1855)
market-cell: Ἀγγλίας 41.25 xyxy=(229,696,304,708)
divider xyxy=(710,629,965,630)
market-cell: Ἠν. ἐν. τοκ xyxy=(127,354,186,366)
post-title: ΤΑΧΥΔΡΟΜΕΙΟΝ xyxy=(777,537,897,553)
zinoviev-text-3: Ὅσον δ' ἀφορᾷ τὰ ἐν Μακεδονίᾳ ὁ Ρῶσος πρεσβευτὴς εἶπε τὰ ἑξῆς: xyxy=(323,1789,502,1830)
market-cell: 173.— xyxy=(190,714,224,726)
market-cell: 412.— xyxy=(190,498,224,510)
caviar-text: Ἐκλεκτὸν, νεοεισαχθέν, ἀπ' ἐκεῖνο τὸ τρώγει ὁ Τσάρος xyxy=(729,1338,946,1366)
ampelini-text: Ἡ Ἀμπελίνη ἀντικαθιστᾷ τὸ θεῖον καὶ τὸν θειικὸν χαλκὸν. Διὰ τῆς Ἀμπελίνης θεραπεύει ταὐτοχρόνως καὶ ταχέως τὰς ἀσθενείας τῆς ἀμπέλου. xyxy=(984,881,1214,936)
lottery-text-3: Τὸ ἀνώτατον ποσὸν γραμματίου, δύναται νὰ κερδίσῃ τὸ πρῶτον γραμμάτιον ἀνέρχεται εἰς 1,000,000 κορῶνας, ἰσοδυναμοῦσαι μὲ δραχμὰς 1,700,000. xyxy=(1233,408,1451,476)
market-cell: Μυτιλήνης xyxy=(127,762,183,774)
funeral-note: (Ἡ παροῦσα θεωρηθήτω καὶ ὡς ἰδιαιτέρα πρόσκλησις) xyxy=(526,1722,686,1746)
divider xyxy=(1233,701,1451,702)
retention-subtitle: ΣΥΝΕΛΕΥΣΙΣ ΒΟΥΛΕΥΤΩΝ xyxy=(147,987,287,999)
macedonia-text: ΒΕΡΟΛΙΝΟΝ, 10 Μαρτίου (ἐμμέσως). — Ὁ κόμης Μπύλοβ ἐδήλωσεν ὅτι ἡ Γερμανία δὲν ἀποβλέπει εἰς τὴν ἀποκατάστασιν αὐτῆς ἐπιρροῆς εἰς τὴν Ἀνατολήν, ἀλλὰ μόνον εἰς τὴν διατήρησιν τῆς ἀκεραιότητος τῆς Τουρκίας, εὐχόμενος δὲ πάντοτε ἔκρινε πᾶν μέσον καλὸν ἐπιχειρῆσαι τῆς θέσεως τῆς Μακεδονίας, ὡς καὶ τῆς Αὐστροϊνικῆς μεταρρυθμίσεως, τῆς ὁποίας ἀμέσως ὑποστηρίζει ὡς κατάλληλος πρὸς ἐπαναφορὰν καὶ διατήρησιν τῆς τάξεως. xyxy=(125,1447,309,1665)
lottery2-text: Ὑπὸ ἀνακοινώσεως τῆς ἐν Σμύρνῃ Ἐκκλησίας τῆς Ἁγίας Αἰκατερίνης καὶ τῆς διευθύνσεως τῆς ἐν Σμύρνῃ Σχολῆς τῶν ὀρφανῶν. xyxy=(1233,938,1451,993)
lottery-price: Δρ. χρ. 6.20 δι' ὁλόκληρον xyxy=(1233,513,1384,527)
market-cell: 13 φεν 4% xyxy=(127,426,181,438)
lottery-text-5: Τινὲς τῶν ἐν Βουδαπέστῃ πρακτόρων εἶναι διατεθειμένοι νὰ στείλωσι τὰ γραμμάτια ἐκτὸς τῶν κοινῶν κερδῶν. xyxy=(1233,567,1451,622)
market-row xyxy=(125,397,309,421)
lottery-text-6: Ὁ δὲ ἀγοραστὴς δύναται νὰ πληρώσῃ τὸ ἀντίτιμον τῶν γραμματίων εἴτε δι' ἐπιταγῆς εἴτε καὶ διὰ τραπεζικῆς ἐπιταγῆς τῆς Ἐθνικῆς Τραπέζης. xyxy=(1233,627,1451,695)
albanians-text-1: Ἡ Τουρκία λοιπὸν ἔχει τὸ δικαίωμα νὰ καταπνίξῃ τὴν ἐπανάστασιν. xyxy=(516,320,695,361)
market-cell: Σιδ.Λαρ. xyxy=(127,570,171,582)
market-row xyxy=(125,517,309,541)
corfu-text: ΚΕΡΚΥΡΑ, 10 Μαρτίου. — Μετὰ μεσημβρίαν ἄμαξα ἐπιβαίνουσα ἡ κ. Σπυρίδων Ζαβάνης, ἐν Προαστείῳ τοῦ Ἁγ. Ρόκου καὶ ἐν κενηκοσίοις ἐπὶ συνήγαγον ὁ σύζυγος τῆς μητέρας φέρουσα εἰς τὰς ἀγκάλας τὴν μικρὸν θήλυ, καὶ τὸ τέκνον. Ἡ ἄμαξα ταχέως τρέχουσα συνεκρούσθη μετὰ αὐτῆς καὶ κατανευρέθη τὸ κράνιον τοῦ ἀγοριοῦ. Ἡ μήτηρ φέρουσα τραύματα, ἀπέθανε σήμερον. Εἶσαι δὲν συνελήφθη. xyxy=(516,1097,695,1301)
market-row xyxy=(125,493,309,517)
veroni-text: Ἐκτάκτως πανηγυρικὴ προμηνύεται ἡ ἐν τῷ «Παρνασσῷ» δοθησομένη καλλιτεχνικὴ ἑσπερὶς τὸ ἑσπέρας τῆς Πέμπτης ἡ κ. Αἰκατερίνης Βερώνη. Τὴν συναυλίαν γίνεται μεγάλη ζήτησις. Τοιαῦτα πολλοῦνται εἰς τὸ ἔναντι θεάτρου Τσόχα ζυθοπωλεῖον ἀδελφῶν Φραγκίσκου. xyxy=(709,356,965,451)
albanians-title: Η ΣΤΑΣΙΣ ΤΩΝ ΑΛΒΑΝΩΝ xyxy=(553,286,658,318)
clinic-subtitle: ΣΥΦΙΛΙΔΙΚΩΝ ΚΑΙ ΔΕΡΜΑΤΙΚΩΝ ΝΟΣΗΜΑΤΩΝ xyxy=(719,1006,955,1038)
